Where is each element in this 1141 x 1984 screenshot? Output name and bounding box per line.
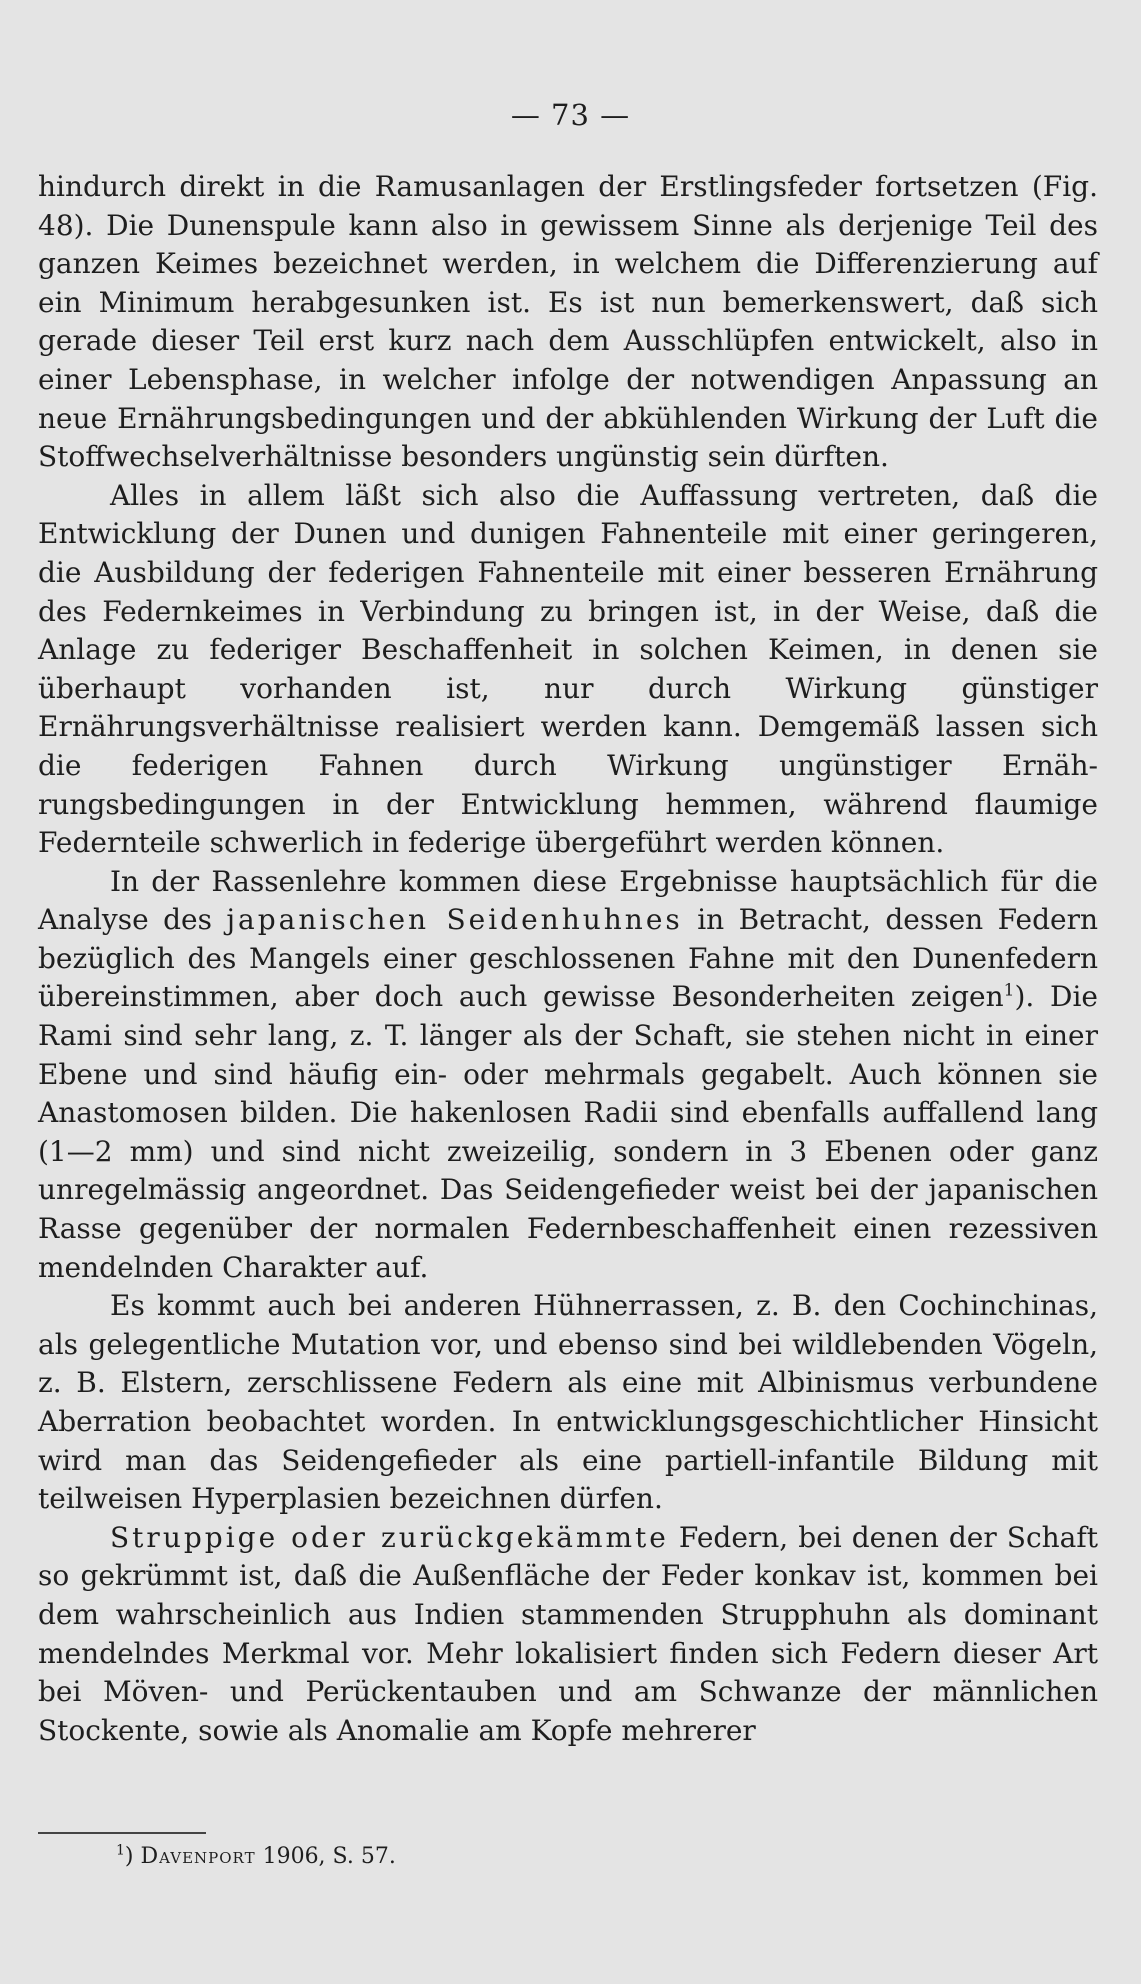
paragraph-5-text: Federn, bei denen der Schaft so gekrümmt ist, daß die Außenfläche der Feder konkav ist, kommen bei dem wahrscheinlich aus Indien stammenden Strupphuhn als dominant mendelndes Merkmal vor. Mehr lokalisiert finden sich Federn dieser Art bei Möven- und Perückentauben und am Schwanze der männlichen Stockente, sowie als Anomalie am Kopfe mehrerer — [38, 1520, 1098, 1747]
body-text — [38, 168, 1098, 1750]
page-number: — 73 — — [510, 98, 631, 132]
paragraph-2: Alles in allem läßt sich also die Auffassung vertreten, daß die Entwicklung der Dunen und dunigen Fahnenteile mit einer geringeren, die Ausbildung der federigen Fahnenteile mit einer besseren Ernährung des Federnkeimes in Verbindung zu bringen ist, in der Weise, daß die Anlage zu federiger Beschaffenheit in solchen Keimen, in denen sie überhaupt vorhanden ist, nur durch Wirkung günstiger Ernährungsverhältnisse realisiert werden kann. Demgemäß lassen sich die federigen Fahnen durch Wirkung ungünstiger Ernährungsbedingungen in der Entwicklung hemmen, während flaumige Federnteile schwerlich in federige übergeführt werden können. — [38, 478, 1098, 860]
paragraph-4: Es kommt auch bei anderen Hühnerrassen, z. B. den Cochinchinas, als gelegentliche Mutation vor, und ebenso sind bei wildlebenden Vögeln, z. B. Elstern, zerschlissene Federn als eine mit Albinismus verbundene Aberration beobachtet worden. In entwicklungsgeschichtlicher Hinsicht wird man das Seidengefieder als eine partiell-infantile Bildung mit teilweisen Hyperplasien bezeichnen dürfen. — [38, 1289, 1098, 1516]
paragraph-3-text-middle: in Betracht, dessen Federn bezüglich des Mangels einer geschlossenen Fahne mit den Dunenfedern übereinstimmen, aber doch auch gewisse Besonderheiten zeigen — [38, 903, 1099, 1014]
paragraph-3 — [38, 863, 1098, 1288]
footnote-author: Davenport — [140, 1844, 256, 1869]
footnote-citation: 1906, S. 57. — [255, 1844, 396, 1869]
emphasized-term-struppige: Struppige oder zurückgekämmte — [110, 1520, 669, 1554]
emphasized-term-seidenhuhn: japanischen Seidenhuhnes — [226, 903, 683, 937]
footnote-paren: ) — [124, 1844, 134, 1869]
footnote-mark: 1 — [116, 1842, 125, 1859]
footnote-divider — [38, 1832, 206, 1834]
paragraph-5 — [38, 1519, 1098, 1751]
paragraph-3-text-start: In der Rassenlehre kommen diese Ergebnisse hauptsächlich für die Analyse des — [38, 864, 1098, 937]
paragraph-1: hindurch direkt in die Ramusanlagen der Erstlingsfeder fortsetzen (Fig. 48). Die Dunenspule kann also in gewissem Sinne als derjenige Teil des ganzen Keimes bezeichnet werden, in welchem die Differenzierung auf ein Minimum herabgesunken ist. Es ist nun bemerkenswert, daß sich gerade dieser Teil erst kurz nach dem Ausschlüpfen entwickelt, also in einer Lebensphase, in welcher infolge der notwendigen Anpassung an neue Ernährungsbedingungen und der abkühlenden Wirkung der Luft die Stoffwechselverhältnisse besonders ungünstig sein dürften. — [38, 170, 1098, 474]
paragraph-3-text-end: ). Die Rami sind sehr lang, z. T. länger als der Schaft, sie stehen nicht in einer Ebene und sind häufig ein- oder mehrmals gegabelt. Auch können sie Anastomosen bilden. Die hakenlosen Radii sind ebenfalls auffallend lang (1—2 mm) und sind nicht zweizeilig, sondern in 3 Ebenen oder ganz unregelmässig angeordnet. Das Seidengefieder weist bei der japanischen Rasse gegenüber der normalen Federnbeschaffenheit einen rezessiven mendelnden Charakter auf. — [38, 980, 1098, 1284]
footnote — [116, 1842, 396, 1872]
footnote-reference: 1 — [1003, 981, 1015, 1002]
